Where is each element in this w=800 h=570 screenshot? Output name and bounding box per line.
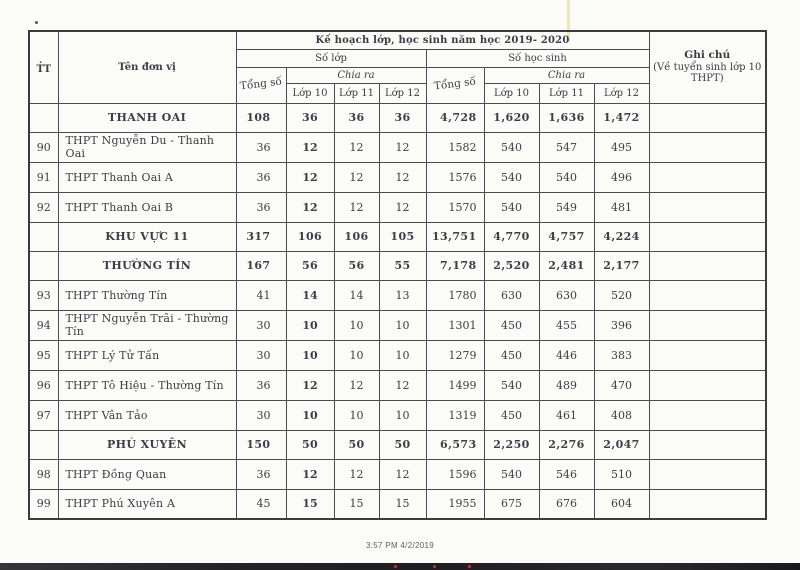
cell-students-total: 4,728	[426, 103, 484, 132]
group-header-students: Số học sinh	[426, 49, 649, 67]
cell-classes-grade10: 10	[286, 340, 334, 370]
cell-students-grade12: 383	[594, 340, 649, 370]
cell-students-grade12: 495	[594, 132, 649, 162]
cell-students-grade12: 604	[594, 489, 649, 519]
cell-row-number: 94	[29, 310, 58, 340]
table-row	[29, 459, 766, 489]
cell-classes-total: 41	[236, 280, 286, 310]
cell-students-grade12: 408	[594, 400, 649, 430]
cell-students-grade11: 546	[539, 459, 594, 489]
cell-note	[649, 222, 766, 251]
cell-unit-name: THPT Nguyễn Trãi - Thường Tín	[58, 310, 236, 340]
cell-unit-name: THƯỜNG TÍN	[58, 251, 236, 280]
cell-classes-grade11: 14	[334, 280, 379, 310]
cell-unit-name: THPT Lý Tử Tấn	[58, 340, 236, 370]
cell-students-grade11: 489	[539, 370, 594, 400]
cell-students-grade10: 2,520	[484, 251, 539, 280]
cell-students-grade10: 1,620	[484, 103, 539, 132]
cell-students-grade11: 676	[539, 489, 594, 519]
cell-classes-grade12: 105	[379, 222, 426, 251]
cell-classes-total: 30	[236, 310, 286, 340]
cell-students-grade11: 630	[539, 280, 594, 310]
cell-students-grade12: 2,177	[594, 251, 649, 280]
section-row	[29, 103, 766, 132]
column-header-classes-grade11: Lớp 11	[334, 83, 379, 103]
cell-students-grade11: 4,757	[539, 222, 594, 251]
cell-students-grade11: 540	[539, 162, 594, 192]
cell-unit-name: THPT Đồng Quan	[58, 459, 236, 489]
table-row	[29, 162, 766, 192]
cell-classes-grade12: 50	[379, 430, 426, 459]
cell-row-number	[29, 222, 58, 251]
print-timestamp: 3:57 PM 4/2/2019	[366, 541, 434, 550]
scan-artifact-dot: .	[39, 56, 43, 67]
cell-classes-grade12: 12	[379, 192, 426, 222]
cell-students-grade11: 2,276	[539, 430, 594, 459]
cell-classes-total: 36	[236, 192, 286, 222]
cell-row-number: 92	[29, 192, 58, 222]
scan-artifact-dot	[35, 21, 38, 24]
cell-row-number: 91	[29, 162, 58, 192]
cell-classes-total: 30	[236, 340, 286, 370]
cell-classes-grade12: 55	[379, 251, 426, 280]
cell-classes-grade10: 10	[286, 400, 334, 430]
table-row	[29, 370, 766, 400]
cell-classes-grade10: 50	[286, 430, 334, 459]
table-row	[29, 132, 766, 162]
cell-row-number: 97	[29, 400, 58, 430]
group-header-classes: Số lớp	[236, 49, 426, 67]
cell-row-number: 98	[29, 459, 58, 489]
cell-classes-grade12: 36	[379, 103, 426, 132]
cell-classes-grade12: 13	[379, 280, 426, 310]
cell-students-grade12: 4,224	[594, 222, 649, 251]
school-plan-table	[28, 30, 767, 520]
cell-note	[649, 400, 766, 430]
column-header-classes-total: Tổng số	[236, 67, 286, 103]
cell-students-grade12: 470	[594, 370, 649, 400]
cell-classes-grade10: 12	[286, 370, 334, 400]
scan-artifact-speck	[468, 565, 471, 568]
cell-students-grade10: 540	[484, 370, 539, 400]
table-row	[29, 400, 766, 430]
cell-students-total: 1596	[426, 459, 484, 489]
cell-unit-name: THPT Phú Xuyên A	[58, 489, 236, 519]
cell-classes-grade10: 10	[286, 310, 334, 340]
cell-note	[649, 251, 766, 280]
cell-classes-total: 36	[236, 162, 286, 192]
cell-classes-grade11: 12	[334, 370, 379, 400]
table-row	[29, 192, 766, 222]
cell-students-grade12: 396	[594, 310, 649, 340]
cell-students-grade10: 540	[484, 192, 539, 222]
cell-students-total: 1576	[426, 162, 484, 192]
cell-note	[649, 370, 766, 400]
cell-row-number: 99	[29, 489, 58, 519]
cell-students-total: 6,573	[426, 430, 484, 459]
cell-classes-total: 317	[236, 222, 286, 251]
cell-students-grade10: 540	[484, 459, 539, 489]
cell-classes-grade10: 12	[286, 162, 334, 192]
cell-classes-grade12: 12	[379, 162, 426, 192]
cell-classes-grade12: 10	[379, 340, 426, 370]
cell-students-total: 1570	[426, 192, 484, 222]
cell-row-number	[29, 430, 58, 459]
cell-unit-name: THPT Thường Tín	[58, 280, 236, 310]
cell-students-total: 1582	[426, 132, 484, 162]
cell-classes-grade10: 15	[286, 489, 334, 519]
cell-classes-grade12: 12	[379, 370, 426, 400]
cell-classes-grade12: 10	[379, 310, 426, 340]
cell-students-grade11: 1,636	[539, 103, 594, 132]
cell-classes-grade11: 36	[334, 103, 379, 132]
cell-unit-name: KHU VỰC 11	[58, 222, 236, 251]
cell-classes-total: 36	[236, 459, 286, 489]
cell-unit-name: THPT Nguyễn Du - Thanh Oai	[58, 132, 236, 162]
column-header-students-grade10: Lớp 10	[484, 83, 539, 103]
cell-students-grade12: 2,047	[594, 430, 649, 459]
cell-classes-grade11: 12	[334, 132, 379, 162]
cell-classes-total: 36	[236, 132, 286, 162]
cell-row-number: 95	[29, 340, 58, 370]
cell-classes-total: 167	[236, 251, 286, 280]
cell-row-number: 93	[29, 280, 58, 310]
cell-students-grade10: 2,250	[484, 430, 539, 459]
cell-classes-grade11: 15	[334, 489, 379, 519]
cell-classes-grade10: 12	[286, 459, 334, 489]
cell-students-grade10: 450	[484, 310, 539, 340]
notes-subtitle: (Về tuyển sinh lớp 10 THPT)	[653, 62, 762, 85]
cell-note	[649, 430, 766, 459]
cell-classes-grade12: 10	[379, 400, 426, 430]
scan-artifact-speck	[433, 565, 436, 568]
cell-students-total: 7,178	[426, 251, 484, 280]
table-row	[29, 340, 766, 370]
cell-note	[649, 103, 766, 132]
cell-students-grade11: 2,481	[539, 251, 594, 280]
cell-unit-name: THPT Thanh Oai B	[58, 192, 236, 222]
section-row	[29, 251, 766, 280]
cell-students-grade11: 547	[539, 132, 594, 162]
column-header-classes-grade10: Lớp 10	[286, 83, 334, 103]
cell-classes-grade10: 12	[286, 132, 334, 162]
cell-classes-grade10: 106	[286, 222, 334, 251]
cell-classes-grade11: 12	[334, 162, 379, 192]
notes-title: Ghi chú	[684, 49, 731, 62]
cell-students-grade10: 4,770	[484, 222, 539, 251]
plan-title-header: Kế hoạch lớp, học sinh năm học 2019- 2020	[236, 31, 649, 49]
breakdown-header-classes: Chia ra	[286, 67, 426, 83]
cell-note	[649, 310, 766, 340]
cell-students-grade12: 1,472	[594, 103, 649, 132]
cell-students-total: 1955	[426, 489, 484, 519]
cell-students-grade11: 549	[539, 192, 594, 222]
cell-classes-grade12: 15	[379, 489, 426, 519]
cell-classes-total: 108	[236, 103, 286, 132]
cell-unit-name: THPT Tô Hiệu - Thường Tín	[58, 370, 236, 400]
cell-classes-grade11: 12	[334, 192, 379, 222]
cell-row-number	[29, 251, 58, 280]
cell-note	[649, 340, 766, 370]
cell-students-grade10: 675	[484, 489, 539, 519]
cell-students-total: 1499	[426, 370, 484, 400]
cell-note	[649, 192, 766, 222]
cell-students-grade10: 540	[484, 162, 539, 192]
section-row	[29, 430, 766, 459]
cell-classes-grade11: 106	[334, 222, 379, 251]
cell-note	[649, 280, 766, 310]
cell-classes-grade11: 10	[334, 400, 379, 430]
cell-classes-total: 36	[236, 370, 286, 400]
cell-students-grade11: 455	[539, 310, 594, 340]
cell-students-total: 1780	[426, 280, 484, 310]
cell-classes-grade10: 56	[286, 251, 334, 280]
section-row	[29, 222, 766, 251]
table-row	[29, 310, 766, 340]
cell-classes-grade11: 56	[334, 251, 379, 280]
cell-students-grade11: 446	[539, 340, 594, 370]
cell-classes-total: 30	[236, 400, 286, 430]
cell-students-grade12: 510	[594, 459, 649, 489]
cell-row-number: 96	[29, 370, 58, 400]
cell-row-number: 90	[29, 132, 58, 162]
breakdown-header-students: Chia ra	[484, 67, 649, 83]
cell-classes-grade11: 10	[334, 340, 379, 370]
cell-classes-grade10: 36	[286, 103, 334, 132]
cell-students-total: 1319	[426, 400, 484, 430]
column-header-classes-grade12: Lớp 12	[379, 83, 426, 103]
cell-unit-name: PHÚ XUYÊN	[58, 430, 236, 459]
cell-note	[649, 162, 766, 192]
cell-classes-grade12: 12	[379, 459, 426, 489]
cell-students-grade10: 540	[484, 132, 539, 162]
cell-classes-grade11: 50	[334, 430, 379, 459]
cell-students-total: 1301	[426, 310, 484, 340]
table-body	[29, 103, 766, 519]
table-row	[29, 489, 766, 519]
cell-students-grade10: 630	[484, 280, 539, 310]
scan-edge-band	[0, 563, 800, 570]
cell-students-total: 1279	[426, 340, 484, 370]
cell-students-grade10: 450	[484, 340, 539, 370]
cell-students-grade12: 496	[594, 162, 649, 192]
column-header-students-grade11: Lớp 11	[539, 83, 594, 103]
cell-classes-total: 150	[236, 430, 286, 459]
column-header-unit-name: Tên đơn vị	[58, 31, 236, 103]
cell-unit-name: THPT Vân Tảo	[58, 400, 236, 430]
cell-classes-grade10: 14	[286, 280, 334, 310]
column-header-tt: . TT	[29, 31, 58, 103]
column-header-notes	[649, 31, 766, 103]
cell-unit-name: THANH OAI	[58, 103, 236, 132]
cell-students-grade12: 481	[594, 192, 649, 222]
cell-students-total: 13,751	[426, 222, 484, 251]
cell-students-grade12: 520	[594, 280, 649, 310]
cell-classes-total: 45	[236, 489, 286, 519]
cell-classes-grade11: 10	[334, 310, 379, 340]
column-header-students-grade12: Lớp 12	[594, 83, 649, 103]
table-row	[29, 280, 766, 310]
cell-students-grade10: 450	[484, 400, 539, 430]
scan-artifact-speck	[394, 565, 397, 568]
column-header-students-total: Tổng số	[426, 67, 484, 103]
cell-note	[649, 132, 766, 162]
cell-note	[649, 459, 766, 489]
cell-note	[649, 489, 766, 519]
cell-students-grade11: 461	[539, 400, 594, 430]
cell-unit-name: THPT Thanh Oai A	[58, 162, 236, 192]
cell-row-number	[29, 103, 58, 132]
cell-classes-grade10: 12	[286, 192, 334, 222]
cell-classes-grade11: 12	[334, 459, 379, 489]
cell-classes-grade12: 12	[379, 132, 426, 162]
